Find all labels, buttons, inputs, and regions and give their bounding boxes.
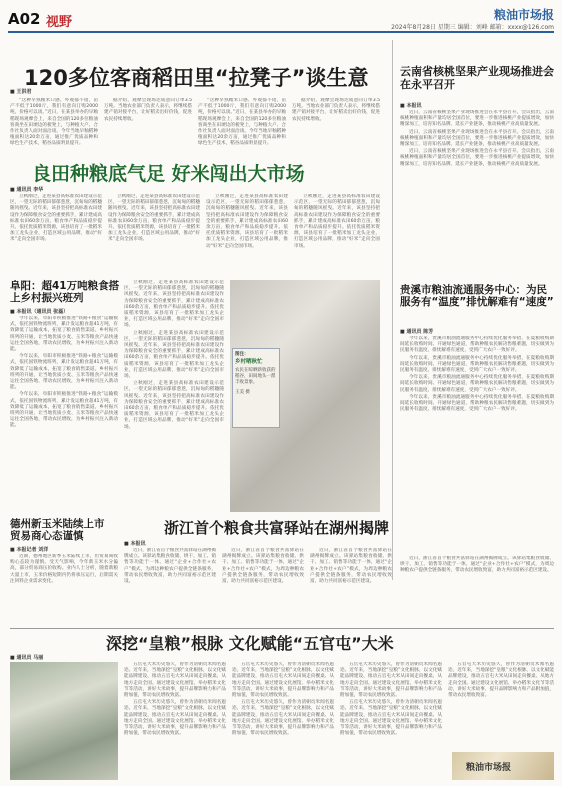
story6-body	[400, 336, 554, 552]
caption-text: 农民在晾晒新收获的稻谷，田间地头一派丰收景象。	[235, 368, 276, 385]
story7-headline: 浙江首个粮食共富驿站在湖州揭牌	[164, 519, 390, 537]
story2-text-d: 立秋刚过，走进某县高标准农田建设示范区，一望无际的稻田郁郁葱葱，沉甸甸的稻穗随风摇曳。近年来，该县坚持把高标准农田建设作为保障粮食安全的重要抓手，累计建成高标准农田60余万亩，粮食单产和品质稳步提升。依托优质稻米资源，该县培育了一批稻米加工龙头企业，打造区域公用品牌，推动“好米”走向全国市场。	[294, 194, 380, 249]
story7-text-d: 近日，浙江省首个粮食共富驿站在湖州揭牌成立。该驿站集粮食收储、烘干、加工、销售等功能于一体，通过“企业+合作社+农户”模式，为周边种粮农户提供全链条服务，带动农民增收致富，助力共同富裕示范区建设。	[400, 556, 554, 574]
caption-title: 图注：	[235, 352, 249, 357]
page-number: A02	[8, 10, 41, 28]
story1-para1: “这种早熟籼米口感、外观都不错，亩产不低于1000斤，我们有意向订购2000吨，价格可以谈。”近日，在某县举办的早籼稻现场观摩会上，来自全国的120多位粮油客商坐在田埂边的板凳上，与种植大户、合作社负责人面对面洽谈。今年当地早籼稻种植面积达20余万亩，通过推广优质品种和绿色生产技术，稻谷品质明显提升。	[10, 98, 98, 147]
story5-headline: 云南省核桃坚果产业现场推进会在永平召开	[400, 65, 554, 91]
newspaper-brand: 粮油市场报	[493, 8, 554, 22]
story1-para2: 据介绍，观摩会现场达成意向订单3.5万吨。当地农业部门负责人表示，将继续搭建产销对接平台，让好稻卖出好价钱，促进农民持续增收。	[104, 98, 192, 122]
story8-text-c2: 五官屯大米历史悠久，曾作为清朝贡米闻名遐迩。近年来，当地深挖“皇粮”文化根脉，以文化赋能品牌建设，推动五官屯大米从田间走向餐桌、从地方走向全国。通过建设文化展馆、举办稻米文化节等活动，讲好大米故事，提升品牌影响力和产品附加值，带动农民增收致富。	[340, 700, 442, 737]
story6-byline: ■ 通讯员 陈芳	[400, 329, 434, 335]
story7-col2	[222, 548, 304, 624]
story4-body	[10, 554, 118, 624]
story3-text: 今年以来，阜阳市积极推进“铁路+粮食”运输模式，依托国铁物流班列，累计发运粮食超41万吨，有效降低了运输成本，拓宽了粮食销售渠道。乡村振兴班列的开通，让当地优质小麦、玉米等粮食产品快速运往全国各地，带动农民增收，为乡村振兴注入新动能。	[10, 316, 118, 353]
story6-text: 今年以来，贵溪市粮油流通服务中心持续优化服务举措，在夏粮收购期间延长收购时间、开通绿色通道，帮助种粮农民解决售粮难题，切实做到为民服务有温度、排忧解难有速度，受到广大农户一致好评。	[400, 336, 554, 354]
story1-headline: 120多位客商稻田里“拉凳子”谈生意	[24, 66, 369, 90]
story1-para2-cont: 据介绍，观摩会现场达成意向订单3.5万吨。当地农业部门负责人表示，将继续搭建产销对接平台，让好稻卖出好价钱，促进农民持续增收。	[292, 98, 380, 122]
story2-col4	[294, 194, 380, 274]
story3-headline: 阜阳：超41万吨粮食搭上乡村振兴班列	[10, 280, 120, 305]
story6-text-3: 今年以来，贵溪市粮油流通服务中心持续优化服务举措，在夏粮收购期间延长收购时间、开通绿色通道，帮助种粮农民解决售粮难题，切实做到为民服务有温度、排忧解难有速度，受到广大农户一致好评。	[400, 375, 554, 393]
story6-text-4: 今年以来，贵溪市粮油流通服务中心持续优化服务举措，在夏粮收购期间延长收购时间、开通绿色通道，帮助种粮农民解决售粮难题，切实做到为民服务有温度、排忧解难有速度，受到广大农户一致好评。	[400, 394, 554, 413]
story8-text-2: 五官屯大米历史悠久，曾作为清朝贡米闻名遐迩。近年来，当地深挖“皇粮”文化根脉，以文化赋能品牌建设，推动五官屯大米从田间走向餐桌、从地方走向全国。通过建设文化展馆、举办稻米文化节等活动，讲好大米故事，提升品牌影响力和产品附加值，带动农民增收致富。	[124, 700, 226, 737]
spacer	[10, 122, 380, 123]
story5-byline: ■ 本报讯	[400, 103, 422, 109]
story2-text-c: 立秋刚过，走进某县高标准农田建设示范区，一望无际的稻田郁郁葱葱，沉甸甸的稻穗随风摇曳。近年来，该县坚持把高标准农田建设作为保障粮食安全的重要抓手，累计建成高标准农田60余万亩，粮食单产和品质稳步提升。依托优质稻米资源，该县培育了一批稻米加工龙头企业，打造区域公用品牌，推动“好米”走向全国市场。	[206, 194, 288, 249]
story7-text-c: 近日，浙江省首个粮食共富驿站在湖州揭牌成立。该驿站集粮食收储、烘干、加工、销售等功能于一体，通过“企业+合作社+农户”模式，为周边种粮农户提供全链条服务，带动农民增收致富，助力共同富裕示范区建设。	[310, 548, 392, 585]
story2-mid-text-2: 立秋刚过，走进某县高标准农田建设示范区，一望无际的稻田郁郁葱葱，沉甸甸的稻穗随风摇曳。近年来，该县坚持把高标准农田建设作为保障粮食安全的重要抓手，累计建成高标准农田60余万亩，粮食单产和品质稳步提升。依托优质稻米资源，该县培育了一批稻米加工龙头企业，打造区域公用品牌，推动“好米”走向全国市场。	[124, 330, 224, 380]
story3-byline: ■ 本报讯（通讯员 张磊）	[10, 309, 69, 315]
section-title: 视野	[46, 15, 73, 30]
story8-text-b2: 五官屯大米历史悠久，曾作为清朝贡米闻名遐迩。近年来，当地深挖“皇粮”文化根脉，以文化赋能品牌建设，推动五官屯大米从田间走向餐桌、从地方走向全国。通过建设文化展馆、举办稻米文化节等活动，讲好大米故事，提升品牌影响力和产品附加值，带动农民增收致富。	[232, 700, 334, 737]
bottom-rule	[10, 628, 554, 629]
story4-headline: 德州新玉米陆续上市 贸易商心态谨慎	[10, 518, 105, 543]
story2-text: 立秋刚过，走进某县高标准农田建设示范区，一望无际的稻田郁郁葱葱，沉甸甸的稻穗随风摇曳。近年来，该县坚持把高标准农田建设作为保障粮食安全的重要抓手，累计建成高标准农田60余万亩，粮食单产和品质稳步提升。依托优质稻米资源，该县培育了一批稻米加工龙头企业，打造区域公用品牌，推动“好米”走向全国市场。	[10, 194, 102, 243]
story7-col3	[310, 548, 392, 624]
story8-text-b: 五官屯大米历史悠久，曾作为清朝贡米闻名遐迩。近年来，当地深挖“皇粮”文化根脉，以文化赋能品牌建设，推动五官屯大米从田间走向餐桌、从地方走向全国。通过建设文化展馆、举办稻米文化节等活动，讲好大米故事，提升品牌影响力和产品附加值，带动农民增收致富。	[232, 662, 334, 699]
story2-text-b: 立秋刚过，走进某县高标准农田建设示范区，一望无际的稻田郁郁葱葱，沉甸甸的稻穗随风摇曳。近年来，该县坚持把高标准农田建设作为保障粮食安全的重要抓手，累计建成高标准农田60余万亩，粮食单产和品质稳步提升。依托优质稻米资源，该县培育了一批稻米加工龙头企业，打造区域公用品牌，推动“好米”走向全国市场。	[108, 194, 200, 243]
column-divider	[392, 40, 393, 580]
story3-text-3: 今年以来，阜阳市积极推进“铁路+粮食”运输模式，依托国铁物流班列，累计发运粮食超41万吨，有效降低了运输成本，拓宽了粮食销售渠道。乡村振兴班列的开通，让当地优质小麦、玉米等粮食产品快速运往全国各地，带动农民增收，为乡村振兴注入新动能。	[10, 392, 118, 429]
caption-credit: 王美 摄	[235, 390, 250, 395]
story2-col3	[206, 194, 288, 274]
story2-mid-col1	[124, 280, 224, 512]
story6-text-2: 今年以来，贵溪市粮油流通服务中心持续优化服务举措，在夏粮收购期间延长收购时间、开通绿色通道，帮助种粮农民解决售粮难题，切实做到为民服务有温度、排忧解难有速度，受到广大农户一致好评。	[400, 355, 554, 374]
story3-col1	[10, 316, 118, 512]
photo-caption-box	[232, 348, 280, 428]
story2-col1	[10, 194, 102, 274]
story7-col1	[124, 548, 216, 624]
story7-text-b: 近日，浙江省首个粮食共富驿站在湖州揭牌成立。该驿站集粮食收储、烘干、加工、销售等功能于一体，通过“企业+合作社+农户”模式，为周边种粮农户提供全链条服务，带动农民增收致富，助力共同富裕示范区建设。	[222, 548, 304, 585]
promo-text: 粮油市场报	[466, 763, 512, 773]
story3-text-2: 今年以来，阜阳市积极推进“铁路+粮食”运输模式，依托国铁物流班列，累计发运粮食超41万吨，有效降低了运输成本，拓宽了粮食销售渠道。乡村振兴班列的开通，让当地优质小麦、玉米等粮食产品快速运往全国各地，带动农民增收，为乡村振兴注入新动能。	[10, 354, 118, 391]
story5-text-3: 近日，云南省核桃坚果产业现场推进会在永平县召开。会议指出，云南核桃种植面积和产量均居全国首位，要进一步推进核桃产业提质增效，加快精深加工，培育知名品牌，延长产业链条，推动核桃产业高质量发展。	[400, 149, 554, 167]
story7-text: 近日，浙江省首个粮食共富驿站在湖州揭牌成立。该驿站集粮食收储、烘干、加工、销售等功能于一体，通过“企业+合作社+农户”模式，为周边种粮农户提供全链条服务，带动农民增收致富，助力共同富裕示范区建设。	[124, 548, 216, 585]
header-rule	[8, 31, 554, 33]
story1-byline: ■ 王洪君	[10, 89, 32, 95]
story5-body	[400, 110, 554, 276]
promo-logo	[452, 752, 554, 780]
story2-byline: ■ 通讯员 李华	[10, 187, 44, 193]
story1-para1-cont: “这种早熟籼米口感、外观都不错，亩产不低于1000斤，我们有意向订购2000吨，价格可以谈。”近日，在某县举办的早籼稻现场观摩会上，来自全国的120多位粮油客商坐在田埂边的板凳上，与种植大户、合作社负责人面对面洽谈。今年当地早籼稻种植面积达20余万亩，通过推广优质品种和绿色生产技术，稻谷品质明显提升。	[198, 98, 286, 147]
story2-headline: 良田种粮底气足 好米闯出大市场	[32, 163, 305, 185]
story8-col1	[124, 662, 226, 780]
story8-byline: ■ 通讯员 马丽	[10, 655, 44, 661]
story8-col4	[448, 662, 554, 748]
story4-text: 近期，德州地区新季玉米陆续上市，但贸易商收购心态较为谨慎。受天气影响，今年新玉米水分偏高，部分贸易商压价收购。业内人士分析，随着新粮大量上市，玉米价格短期内仍将承压运行，后期需关注饲料企业需求变化。	[10, 554, 118, 584]
story8-col2	[232, 662, 334, 780]
story5-text: 近日，云南省核桃坚果产业现场推进会在永平县召开。会议指出，云南核桃种植面积和产量均居全国首位，要进一步推进核桃产业提质增效，加快精深加工，培育知名品牌，延长产业链条，推动核桃产业高质量发展。	[400, 110, 554, 128]
masthead	[0, 0, 562, 40]
story8-photo	[10, 662, 118, 780]
story7-byline: ■ 本报讯	[124, 541, 146, 547]
story2-mid-text: 立秋刚过，走进某县高标准农田建设示范区，一望无际的稻田郁郁葱葱，沉甸甸的稻穗随风摇曳。近年来，该县坚持把高标准农田建设作为保障粮食安全的重要抓手，累计建成高标准农田60余万亩，粮食单产和品质稳步提升。依托优质稻米资源，该县培育了一批稻米加工龙头企业，打造区域公用品牌，推动“好米”走向全国市场。	[124, 280, 224, 329]
story2-mid-text-3: 立秋刚过，走进某县高标准农田建设示范区，一望无际的稻田郁郁葱葱，沉甸甸的稻穗随风摇曳。近年来，该县坚持把高标准农田建设作为保障粮食安全的重要抓手，累计建成高标准农田60余万亩，粮食单产和品质稳步提升。依托优质稻米资源，该县培育了一批稻米加工龙头企业，打造区域公用品牌，推动“好米”走向全国市场。	[124, 381, 224, 430]
story8-text-c: 五官屯大米历史悠久，曾作为清朝贡米闻名遐迩。近年来，当地深挖“皇粮”文化根脉，以文化赋能品牌建设，推动五官屯大米从田间走向餐桌、从地方走向全国。通过建设文化展馆、举办稻米文化节等活动，讲好大米故事，提升品牌影响力和产品附加值，带动农民增收致富。	[340, 662, 442, 699]
story8-text: 五官屯大米历史悠久，曾作为清朝贡米闻名遐迩。近年来，当地深挖“皇粮”文化根脉，以文化赋能品牌建设，推动五官屯大米从田间走向餐桌、从地方走向全国。通过建设文化展馆、举办稻米文化节等活动，讲好大米故事，提升品牌影响力和产品附加值，带动农民增收致富。	[124, 662, 226, 699]
story8-col3	[340, 662, 442, 780]
story4-byline: ■ 本报记者 刘洋	[10, 547, 49, 553]
story7-col4	[400, 556, 554, 624]
story2-col2	[108, 194, 200, 274]
story6-headline: 贵溪市粮油流通服务中心：为民服务有“温度”排忧解难有“速度”	[400, 284, 554, 309]
story5-text-2: 近日，云南省核桃坚果产业现场推进会在永平县召开。会议指出，云南核桃种植面积和产量均居全国首位，要进一步推进核桃产业提质增效，加快精深加工，培育知名品牌，延长产业链条，推动核桃产业高质量发展。	[400, 129, 554, 148]
caption-subtitle: 乡村晒秋忙	[235, 359, 263, 365]
issue-meta: 2024年8月28日 星期三 编辑：刘峰 邮箱：xxxx@126.com	[391, 24, 554, 31]
story8-text-d: 五官屯大米历史悠久，曾作为清朝贡米闻名遐迩。近年来，当地深挖“皇粮”文化根脉，以文化赋能品牌建设，推动五官屯大米从田间走向餐桌、从地方走向全国。通过建设文化展馆、举办稻米文化节等活动，讲好大米故事，提升品牌影响力和产品附加值，带动农民增收致富。	[448, 662, 554, 699]
story8-headline: 深挖“皇粮”根脉 文化赋能“五官屯”大米	[106, 634, 394, 653]
